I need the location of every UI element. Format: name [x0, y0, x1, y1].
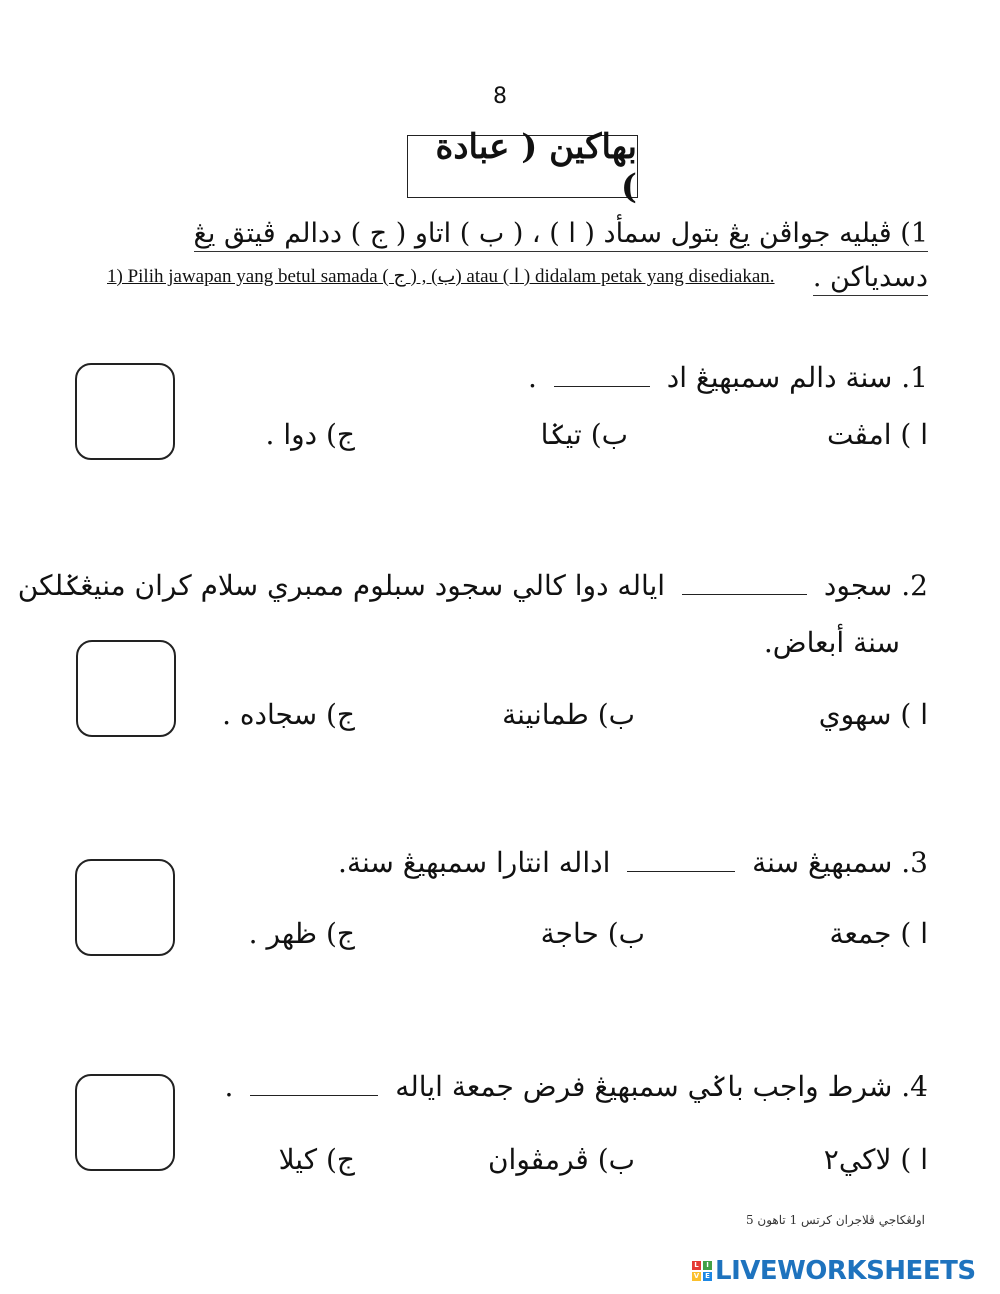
- question-2-line2: سنة أبعاض.: [763, 626, 900, 659]
- option-text: ڤرمڤوان: [487, 1143, 589, 1176]
- page-title: بهاكين ( عبادة ): [407, 135, 638, 198]
- answer-box-2[interactable]: [76, 640, 176, 737]
- answer-box-1[interactable]: [75, 363, 175, 460]
- question-text: سمبهيڠ سنة: [752, 846, 893, 879]
- question-number: 2.: [901, 569, 928, 602]
- option-label: ج): [326, 1143, 355, 1176]
- option-text: طمانينة: [502, 698, 589, 731]
- option-label: ب): [597, 1143, 635, 1176]
- option-a[interactable]: [827, 410, 928, 460]
- option-label: ب): [590, 418, 628, 451]
- option-text: كيلا: [278, 1143, 318, 1176]
- instruction-rumi: 1) Pilih jawapan yang betul samada ( ج ) , (ب) atau ( ا ) didalam petak yang disediakan.: [107, 266, 775, 287]
- option-label: ج): [326, 698, 355, 731]
- option-label: ا ): [900, 698, 928, 731]
- option-text: لاكي٢: [823, 1143, 892, 1176]
- option-a[interactable]: [824, 1135, 928, 1185]
- question-4: [148, 1062, 928, 1112]
- logo-letter: V: [693, 1272, 700, 1280]
- option-text: حاجة: [540, 917, 599, 950]
- liveworksheets-brand[interactable]: [692, 1256, 976, 1286]
- answer-box-3[interactable]: [75, 859, 175, 956]
- option-text: جمعة: [829, 917, 892, 950]
- question-text: شرط واجب باݢي سمبهيڠ فرض جمعة اياله: [395, 1070, 893, 1103]
- option-label: ا ): [900, 418, 928, 451]
- question-text: سنة دالم سمبهيڠ اد: [666, 361, 893, 394]
- option-c[interactable]: [279, 1135, 355, 1185]
- question-text-end: اياله دوا كالي سجود سبلوم ممبري سلام كران منيڠݢلكن: [17, 569, 666, 602]
- option-b[interactable]: [541, 410, 628, 460]
- question-text: سجود: [823, 569, 893, 602]
- option-a[interactable]: [819, 690, 928, 740]
- question-blank: [682, 568, 807, 595]
- option-c[interactable]: [266, 410, 355, 460]
- question-blank: [250, 1069, 378, 1096]
- question-blank: [627, 845, 735, 872]
- option-text: سهوي: [818, 698, 892, 731]
- option-label: ا ): [900, 917, 928, 950]
- question-text-end: .: [528, 361, 537, 394]
- brand-name: LIVEWORKSHEETS: [715, 1256, 976, 1286]
- option-text: ظهر .: [248, 917, 318, 950]
- question-2: [17, 561, 928, 611]
- instruction-jawi-text: 1) ڤيليه جواڤن يڠ بتول سمأد ( ا ) ، ( ب ) اتاو ( ج ) ددالم ڤيتق يڠ دسدياكن .: [194, 218, 929, 296]
- question-text-end: .: [224, 1070, 234, 1103]
- logo-letter: E: [703, 1272, 712, 1281]
- option-c[interactable]: [249, 909, 355, 959]
- option-label: ج): [326, 418, 355, 451]
- answer-box-4[interactable]: [75, 1074, 175, 1171]
- option-b[interactable]: [541, 909, 645, 959]
- question-3: [148, 838, 928, 888]
- question-blank: [554, 360, 650, 387]
- liveworksheets-logo-icon: [692, 1261, 712, 1281]
- option-text: امڤت: [827, 418, 892, 451]
- option-label: ب): [597, 698, 635, 731]
- option-label: ا ): [900, 1143, 928, 1176]
- option-label: ب): [607, 917, 645, 950]
- question-number: 1.: [901, 361, 928, 394]
- option-text: تيݢا: [540, 418, 582, 451]
- option-c[interactable]: [222, 690, 355, 740]
- option-b[interactable]: [488, 1135, 635, 1185]
- logo-letter: L: [692, 1261, 701, 1270]
- question-number: 4.: [901, 1070, 928, 1103]
- question-text-end: اداله انتارا سمبهيڠ سنة.: [338, 846, 611, 879]
- page-number: 8: [493, 84, 507, 109]
- option-label: ج): [326, 917, 355, 950]
- option-text: دوا .: [265, 418, 318, 451]
- footer-note: اولڠكاجي ڤلاجران كرتس 1 تاهون 5: [745, 1213, 925, 1227]
- option-text: سجاده .: [222, 698, 318, 731]
- question-number: 3.: [901, 846, 928, 879]
- question-1: [148, 353, 928, 403]
- option-a[interactable]: [829, 909, 928, 959]
- logo-letter: I: [703, 1261, 712, 1270]
- option-b[interactable]: [502, 690, 635, 740]
